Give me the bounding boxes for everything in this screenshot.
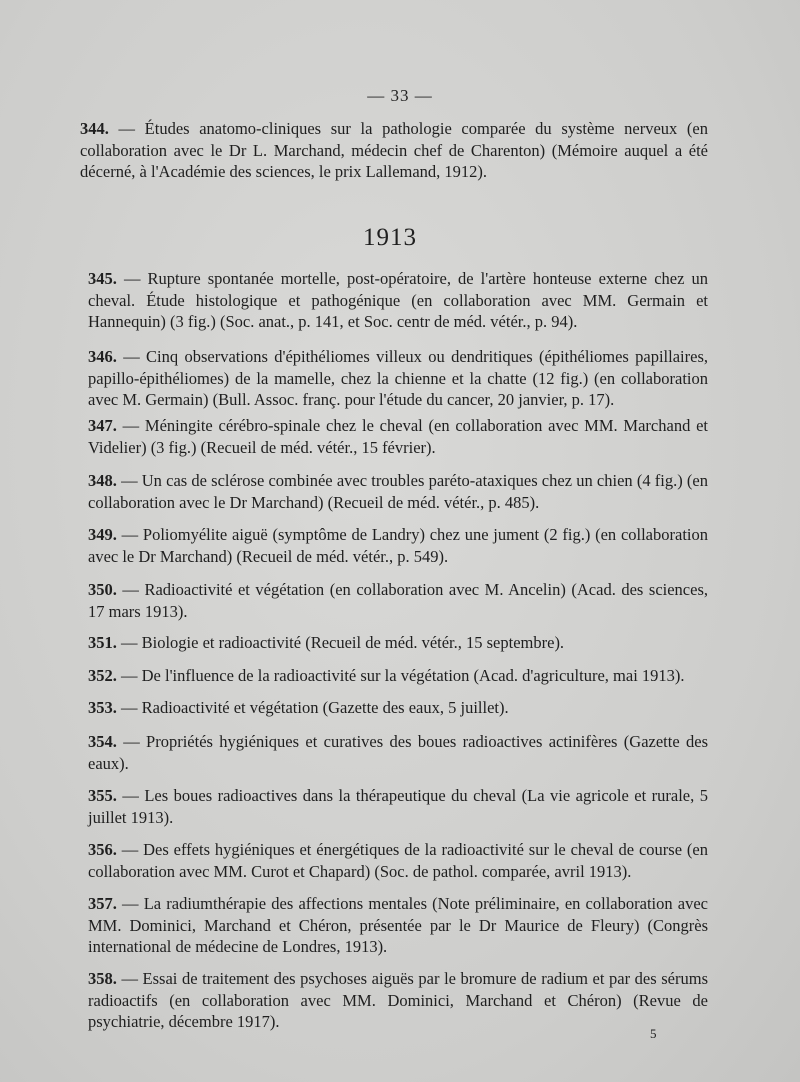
entry-text: — Méningite cérébro-spinale chez le cheval (en collaboration avec MM. Marchand et Videlier) (3 fig.) (Recueil de méd. vétér., 15 février). bbox=[88, 416, 708, 457]
entry-text: — Un cas de sclérose combinée avec troubles paréto-ataxiques chez un chien (4 fig.) (en collaboration avec le Dr Marchand) (Recueil de méd. vétér., p. 485). bbox=[88, 471, 708, 512]
entry-number: 356. bbox=[88, 840, 117, 859]
entry-text: — Radioactivité et végétation (Gazette des eaux, 5 juillet). bbox=[116, 698, 509, 717]
entry-344 bbox=[80, 118, 708, 183]
entry-text: — Rupture spontanée mortelle, post-opératoire, de l'artère honteuse externe chez un cheval. Étude histologique et pathogénique (en collaboration avec MM. Germain et Hannequin) (3 fig.) (Soc. anat., p. 141, et Soc. centr de méd. vétér., p. 94). bbox=[88, 269, 708, 331]
entry-text: — Propriétés hygiéniques et curatives des boues radioactives actinifères (Gazette des eaux). bbox=[88, 732, 708, 773]
entry-356 bbox=[88, 839, 708, 882]
entry-348 bbox=[88, 470, 708, 513]
entry-number: 350. bbox=[88, 580, 117, 599]
entry-number: 347. bbox=[88, 416, 117, 435]
entry-number: 355. bbox=[88, 786, 117, 805]
entry-355 bbox=[88, 785, 708, 828]
entry-number: 351. bbox=[88, 633, 117, 652]
entry-354 bbox=[88, 731, 708, 774]
year-heading: 1913 bbox=[363, 224, 417, 251]
signature-mark: 5 bbox=[650, 1026, 657, 1041]
entry-number: 357. bbox=[88, 894, 117, 913]
entry-text: — Cinq observations d'épithéliomes villeux ou dendritiques (épithéliomes papillaires, papillo-épithéliomes) de la mamelle, chez la chienne et la chatte (12 fig.) (en collaboration avec M. Germain) (Bull. Assoc. franç. pour l'étude du cancer, 20 janvier, p. 17). bbox=[88, 347, 708, 409]
entry-text: — Biologie et radioactivité (Recueil de méd. vétér., 15 septembre). bbox=[116, 633, 565, 652]
entry-358 bbox=[88, 968, 708, 1033]
entry-346 bbox=[88, 346, 708, 411]
entry-number: 354. bbox=[88, 732, 117, 751]
entry-347 bbox=[88, 415, 708, 458]
entry-number: 349. bbox=[88, 525, 117, 544]
entry-text: — De l'influence de la radioactivité sur la végétation (Acad. d'agriculture, mai 1913). bbox=[116, 666, 685, 685]
entry-number: 352. bbox=[88, 666, 117, 685]
entry-number: 346. bbox=[88, 347, 117, 366]
entry-number: 344. bbox=[80, 119, 109, 138]
entry-text: — Essai de traitement des psychoses aiguës par le bromure de radium et par des sérums radioactifs (en collaboration avec MM. Dominici, Marchand et Chéron) (Revue de psychiatrie, décembre 1917). bbox=[88, 969, 708, 1031]
entry-text: — Poliomyélite aiguë (symptôme de Landry) chez une jument (2 fig.) (en collaboration avec le Dr Marchand) (Recueil de méd. vétér., p. 549). bbox=[88, 525, 708, 566]
entry-351 bbox=[88, 632, 708, 654]
entry-number: 358. bbox=[88, 969, 117, 988]
entry-349 bbox=[88, 524, 708, 567]
entry-text: — Radioactivité et végétation (en collaboration avec M. Ancelin) (Acad. des sciences, 17 mars 1913). bbox=[88, 580, 708, 621]
entry-text: — La radiumthérapie des affections mentales (Note préliminaire, en collaboration avec MM. Dominici, Marchand et Chéron, présentée par le Dr Maurice de Fleury) (Congrès international de médecine de Londres, 1913). bbox=[88, 894, 708, 956]
entry-number: 345. bbox=[88, 269, 117, 288]
entry-text: — Études anatomo-cliniques sur la pathologie comparée du système nerveux (en collaboration avec le Dr L. Marchand, médecin chef de Charenton) (Mémoire auquel a été décerné, à l'Académie des sciences, le prix Lallemand, 1912). bbox=[80, 119, 708, 181]
page-number: — 33 — bbox=[367, 86, 433, 105]
entry-number: 348. bbox=[88, 471, 117, 490]
entry-text: — Les boues radioactives dans la thérapeutique du cheval (La vie agricole et rurale, 5 juillet 1913). bbox=[88, 786, 708, 827]
entry-text: — Des effets hygiéniques et énergétiques de la radioactivité sur le cheval de course (en collaboration avec MM. Curot et Chapard) (Soc. de pathol. comparée, avril 1913). bbox=[88, 840, 708, 881]
entry-number: 353. bbox=[88, 698, 117, 717]
entry-350 bbox=[88, 579, 708, 622]
entry-353 bbox=[88, 697, 708, 719]
entry-352 bbox=[88, 665, 708, 687]
entry-357 bbox=[88, 893, 708, 958]
entry-345 bbox=[88, 268, 708, 333]
